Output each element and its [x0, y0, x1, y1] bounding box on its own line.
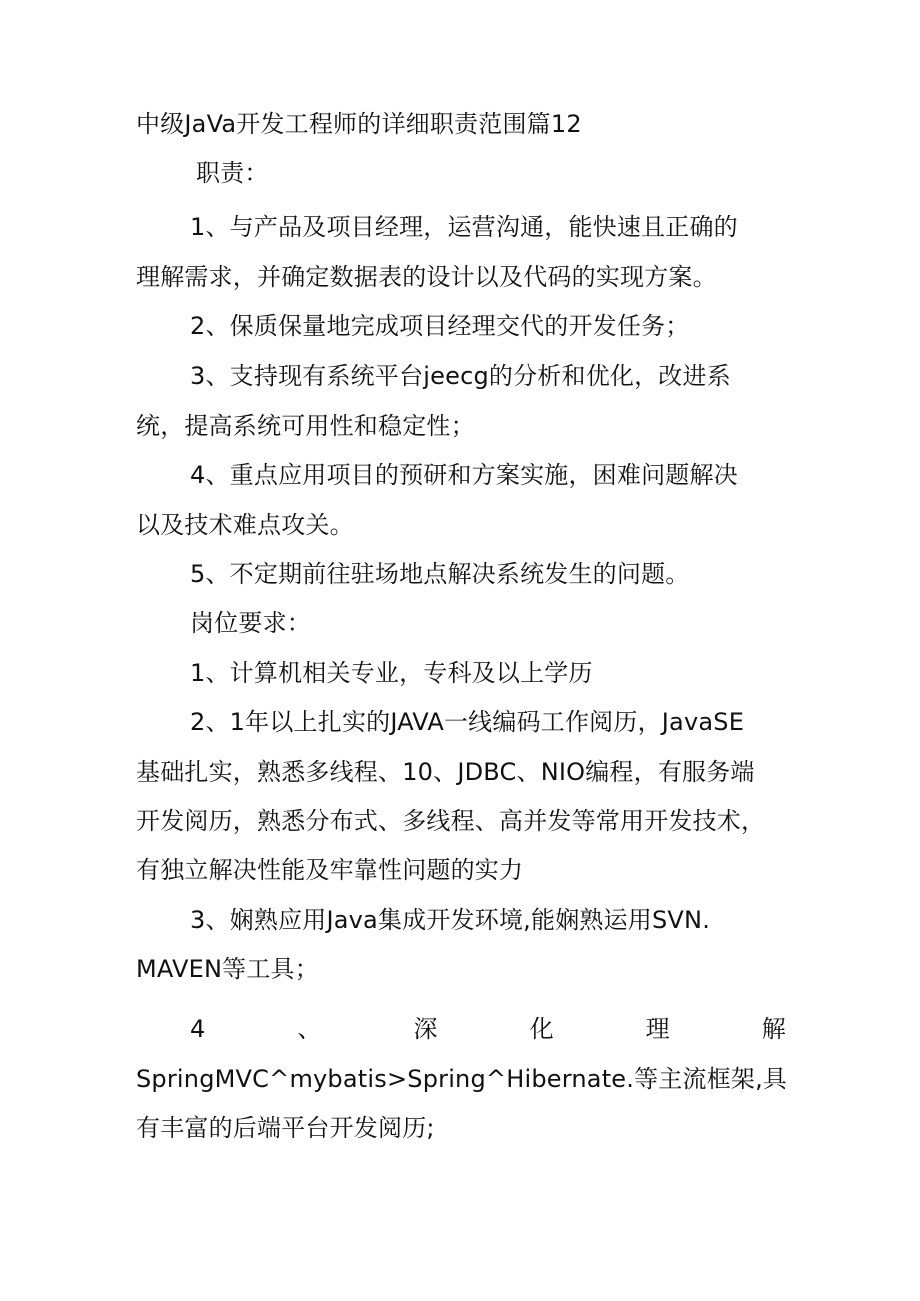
- duty-line: 理解需求，并确定数据表的设计以及代码的实现方案。: [136, 263, 717, 291]
- document-title: 中级JaVa开发工程师的详细职责范围篇12: [136, 110, 582, 138]
- requirement-4-line-2: SpringMVC^mybatis>Spring^Hibernate.等主流框架,具: [136, 1065, 788, 1093]
- requirement-4-line-1: [190, 1013, 786, 1045]
- duty-line: 3、支持现有系统平台jeecg的分析和优化，改进系: [190, 362, 731, 390]
- requirement-line: 1、计算机相关专业，专科及以上学历: [190, 659, 593, 687]
- req4-part: 理: [645, 1015, 670, 1043]
- req4-part: 解: [761, 1015, 786, 1043]
- duty-line: 1、与产品及项目经理，运营沟通，能快速且正确的: [190, 213, 738, 241]
- duty-line: 2、保质保量地完成项目经理交代的开发任务；: [190, 312, 690, 340]
- req4-part: 化: [529, 1015, 554, 1043]
- duty-line: 以及技术难点攻关。: [136, 511, 354, 539]
- requirement-line: 开发阅历，熟悉分布式、多线程、高并发等常用开发技术，: [136, 807, 766, 835]
- duty-line: 4、重点应用项目的预研和方案实施，困难问题解决: [190, 461, 738, 489]
- requirement-line: 基础扎实，熟悉多线程、10、JDBC、NIO编程，有服务端: [136, 758, 755, 786]
- requirements-heading: 岗位要求：: [190, 609, 311, 637]
- duty-line: 5、不定期前往驻场地点解决系统发生的问题。: [190, 560, 690, 588]
- req4-part: 、: [297, 1015, 322, 1043]
- requirement-line: 有独立解决性能及牢靠性问题的实力: [136, 856, 524, 884]
- requirement-line: MAVEN等工具；: [136, 955, 319, 983]
- req4-part: 4: [190, 1015, 206, 1043]
- duties-heading: 职责：: [196, 159, 269, 187]
- duty-line: 统，提高系统可用性和稳定性；: [136, 412, 475, 440]
- requirement-line: 2、1年以上扎实的JAVA一线编码工作阅历，JavaSE: [190, 708, 745, 736]
- requirement-4-line-3: 有丰富的后端平台开发阅历;: [136, 1114, 435, 1142]
- req4-part: 深: [413, 1015, 438, 1043]
- requirement-line: 3、娴熟应用Java集成开发环境,能娴熟运用SVN.: [190, 906, 711, 934]
